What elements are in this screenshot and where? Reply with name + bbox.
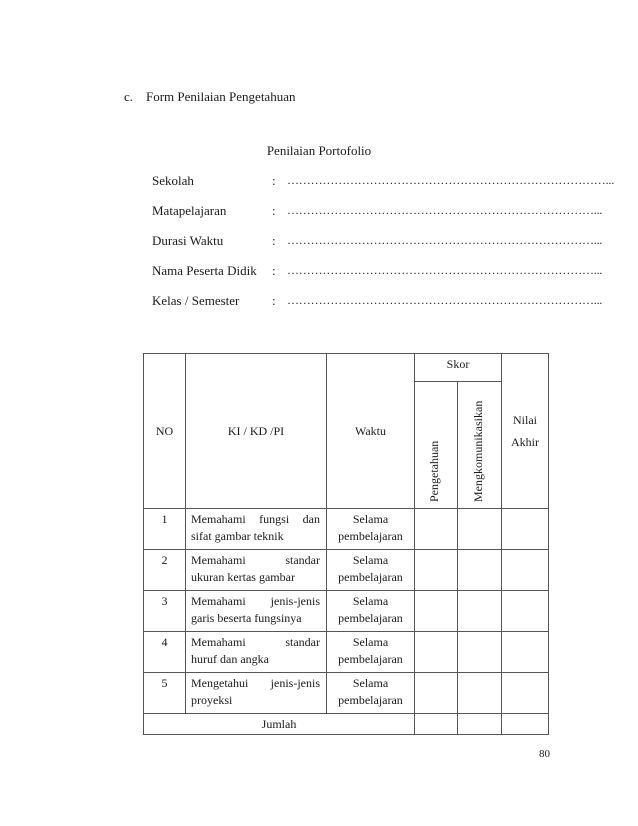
row-kd (186, 673, 327, 714)
header-pengetahuan (415, 382, 458, 509)
field-colon: : (272, 203, 276, 218)
row-kd-line2: garis beserta fungsinya (191, 611, 302, 625)
row-waktu-line2: pembelajaran (338, 652, 403, 666)
row-waktu (327, 550, 415, 591)
row-kd-line1: Memahami jenis-jenis (191, 594, 320, 608)
table-row (144, 673, 549, 714)
row-waktu-line2: pembelajaran (338, 529, 403, 543)
row-waktu-line1: Selama (352, 512, 389, 526)
total-nilai-akhir-cell[interactable] (502, 714, 549, 735)
row-no: 3 (144, 591, 186, 632)
row-kd-line1: Mengetahui jenis-jenis (191, 676, 320, 690)
score-pengetahuan-cell[interactable] (415, 509, 458, 550)
field-matapelajaran[interactable] (152, 203, 603, 221)
score-mengkomunikasikan-cell[interactable] (458, 550, 502, 591)
field-nama-peserta-didik[interactable] (152, 263, 603, 281)
table-row (144, 632, 549, 673)
header-skor: Skor (415, 354, 502, 382)
section-letter: c. (124, 89, 134, 104)
row-waktu (327, 673, 415, 714)
row-waktu-line2: pembelajaran (338, 570, 403, 584)
header-nilai-line1: Nilai (513, 413, 538, 427)
form-title-text: Penilaian Portofolio (266, 143, 372, 158)
score-pengetahuan-cell[interactable] (415, 591, 458, 632)
field-dotted-line[interactable]: ……………………………………………………………………... (287, 233, 603, 247)
row-waktu-line2: pembelajaran (338, 693, 403, 707)
field-colon: : (272, 293, 276, 308)
field-label: Kelas / Semester (152, 293, 240, 308)
score-pengetahuan-cell[interactable] (415, 632, 458, 673)
nilai-akhir-cell[interactable] (502, 550, 549, 591)
row-kd-line1: Memahami fungsi dan (191, 512, 320, 526)
score-mengkomunikasikan-cell[interactable] (458, 509, 502, 550)
total-pengetahuan-cell[interactable] (415, 714, 458, 735)
row-kd-line2: ukuran kertas gambar (191, 570, 295, 584)
row-no: 1 (144, 509, 186, 550)
section-title: Form Penilaian Pengetahuan (146, 89, 296, 104)
row-kd-line1: Memahami standar (191, 635, 320, 649)
row-kd-line2: sifat gambar teknik (191, 529, 284, 543)
header-no: NO (144, 354, 186, 509)
nilai-akhir-cell[interactable] (502, 632, 549, 673)
header-nilai-akhir (502, 354, 549, 509)
field-durasi-waktu[interactable] (152, 233, 603, 251)
header-pengetahuan-text: Pengetahuan (427, 440, 441, 502)
form-title (0, 143, 638, 159)
field-dotted-line[interactable]: ……………………………………………………………………... (287, 293, 603, 307)
row-no: 2 (144, 550, 186, 591)
header-kd: KI / KD /PI (186, 354, 327, 509)
total-label: Jumlah (144, 714, 415, 735)
table-row (144, 591, 549, 632)
row-waktu-line1: Selama (352, 676, 389, 690)
row-kd-line2: huruf dan angka (191, 652, 269, 666)
field-colon: : (272, 233, 276, 248)
row-kd (186, 509, 327, 550)
nilai-akhir-cell[interactable] (502, 673, 549, 714)
field-dotted-line[interactable]: ………………………………………………………………………... (287, 173, 615, 187)
header-nilai-line2: Akhir (511, 435, 540, 449)
score-mengkomunikasikan-cell[interactable] (458, 673, 502, 714)
score-mengkomunikasikan-cell[interactable] (458, 591, 502, 632)
row-no: 5 (144, 673, 186, 714)
field-label: Matapelajaran (152, 203, 227, 218)
table-row (144, 550, 549, 591)
row-no: 4 (144, 632, 186, 673)
field-label: Nama Peserta Didik (152, 263, 257, 278)
row-waktu-line1: Selama (352, 594, 389, 608)
section-heading (124, 89, 295, 105)
row-kd (186, 632, 327, 673)
row-waktu-line1: Selama (352, 635, 389, 649)
nilai-akhir-cell[interactable] (502, 591, 549, 632)
header-mengkomunikasikan (458, 382, 502, 509)
field-dotted-line[interactable]: ……………………………………………………………………... (287, 203, 603, 217)
score-pengetahuan-cell[interactable] (415, 550, 458, 591)
field-dotted-line[interactable]: ……………………………………………………………………... (287, 263, 603, 277)
score-mengkomunikasikan-cell[interactable] (458, 632, 502, 673)
row-waktu (327, 632, 415, 673)
field-colon: : (272, 173, 276, 188)
field-label: Sekolah (152, 173, 194, 188)
field-sekolah[interactable] (152, 173, 615, 191)
header-waktu: Waktu (327, 354, 415, 509)
row-kd-line2: proyeksi (191, 693, 233, 707)
field-colon: : (272, 263, 276, 278)
row-kd (186, 550, 327, 591)
score-pengetahuan-cell[interactable] (415, 673, 458, 714)
table-row (144, 509, 549, 550)
total-mengkomunikasikan-cell[interactable] (458, 714, 502, 735)
row-waktu (327, 591, 415, 632)
page-number: 80 (539, 748, 550, 760)
row-waktu-line2: pembelajaran (338, 611, 403, 625)
row-waktu-line1: Selama (352, 553, 389, 567)
assessment-table (143, 353, 549, 735)
field-kelas-semester[interactable] (152, 293, 603, 311)
row-kd (186, 591, 327, 632)
row-kd-line1: Memahami standar (191, 553, 320, 567)
total-row (144, 714, 549, 735)
row-waktu (327, 509, 415, 550)
field-label: Durasi Waktu (152, 233, 224, 248)
nilai-akhir-cell[interactable] (502, 509, 549, 550)
header-mengkomunikasikan-text: Mengkomunikasikan (470, 400, 485, 502)
